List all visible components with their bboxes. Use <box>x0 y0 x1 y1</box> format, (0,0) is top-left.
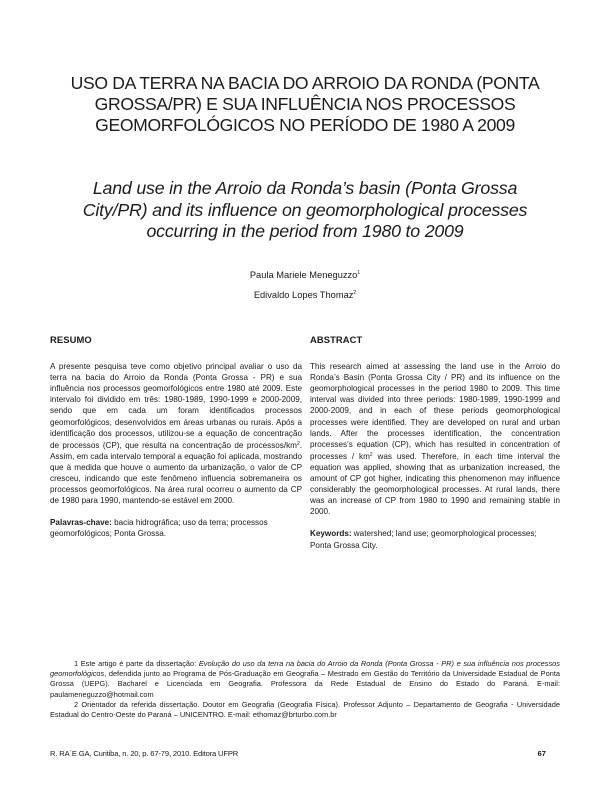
title-english-line: City/PR) and its influence on geomorphological processes <box>82 199 528 220</box>
keywords-label: Keywords: <box>310 529 352 539</box>
abstract-section <box>310 334 560 551</box>
abstract-heading: ABSTRACT <box>310 334 363 345</box>
footnote <box>50 659 560 700</box>
resumo-body <box>50 361 302 506</box>
keywords-label: Palavras-chave: <box>50 518 112 528</box>
title-english-line: Land use in the Arroio da Ronda’s basin (Ponta Grossa <box>92 178 518 198</box>
author-footnote-marker[interactable]: 2 <box>353 290 357 296</box>
title-english <box>40 178 570 243</box>
title-portuguese-line: GEOMORFOLÓGICOS NO PERÍODO DE 1980 A 2009 <box>95 115 515 135</box>
author <box>160 264 450 284</box>
keywords-text: watershed; land use; geomorphological processes; Ponta Grossa City. <box>310 529 537 550</box>
footnotes <box>50 659 560 720</box>
abstract-body <box>310 361 560 517</box>
author-list <box>160 264 450 304</box>
title-portuguese-line: USO DA TERRA NA BACIA DO ARROIO DA RONDA (PONTA <box>70 73 540 93</box>
resumo-keywords <box>50 517 302 539</box>
footnote-text: Orientador da referida dissertação. Doutor em Geografia (Geografia Física). Professor Adjunto – Departamento de Geografia - Universidade Estadual do Centro-Oeste do Paraná – UNICENTRO. E-mail: ethomaz@brturbo.com.br <box>50 699 560 720</box>
title-english-line: occurring in the period from 1980 to 2009 <box>146 221 464 241</box>
keywords-text: bacia hidrográfica; uso da terra; processos geomorfológicos; Ponta Grossa. <box>50 518 268 539</box>
title-portuguese-line: GROSSA/PR) E SUA INFLUÊNCIA NOS PROCESSOS <box>94 94 516 114</box>
journal-citation: R. RA´E GA, Curitiba, n. 20, p. 67-79, 2010. Editora UFPR <box>50 749 239 758</box>
footnote-text: , defendida junto ao Programa de Pós-Graduação em Geografia – Mestrado em Gestão do Território da Universidade Estadual de Ponta Grossa (UEPG). Bacharel e Licenciada em Geografia. Professora da Rede Estadual de Ensino do Estado do Paraná. E-mail: paulameneguzzo@hotmail.com <box>50 669 560 699</box>
resumo-section <box>50 334 302 540</box>
dissertation-title: Evolução do uso da terra na bacia do Arroio da Ronda (Ponta Grossa - PR) e sua influência nos processos geomorfológicos <box>50 659 560 679</box>
author-name: Paula Mariele Meneguzzo <box>249 270 358 280</box>
footnote-number: 2 <box>74 699 79 709</box>
footnote-number: 1 <box>74 659 79 668</box>
resumo-heading: RESUMO <box>50 334 92 345</box>
resumo-text: . Assim, em cada intervalo temporal a equação foi aplicada, mostrando que à medida que houve o aumento da urbanização, o valor de CP cresceu, indicando que este fenômeno influencia sobremaneira os processos geomorfológicos. Na área rural ocorreu o aumento da CP de 1980 para 1990, mantendo-se estável em 2000. <box>50 440 302 506</box>
author-footnote-marker[interactable]: 1 <box>357 270 361 276</box>
abstract-keywords <box>310 528 560 550</box>
footnote-text: Este artigo é parte da dissertação: <box>78 659 199 668</box>
title-portuguese <box>40 73 570 136</box>
superscript: 2 <box>296 440 300 447</box>
page-number: 67 <box>537 749 546 758</box>
superscript: 2 <box>369 451 373 458</box>
abstract-text: This research aimed at assessing the land use in the Arroio do Ronda’s Basin (Ponta Grossa City / PR) and its influence on the geomorphological processes in the period 1980 to 2009. This time interval was divided into three periods: 1980-1989, 1990-1999 and 2000-2009, and in each of these periods geomorphological processes were identified. They are developed on rural and urban lands. After the processes identification, the concentration processes’s equation (CP), which has resulted in concentration of processes / km <box>310 362 560 461</box>
footnote <box>50 700 560 720</box>
author <box>160 284 450 304</box>
resumo-text: A presente pesquisa teve como objetivo principal avaliar o uso da terra na bacia do Arroio da Ronda (Ponta Grossa - PR) e sua influência nos processos geomorfológicos entre 1980 até 2009. Este intervalo foi dividido em três: 1980-1989, 1990-1999 e 2000-2009, sendo que em cada um foram identificados processos geomorfológicos, desenvolvidos em áreas urbanas ou rurais. Após a identificação dos processos, utilizou-se a equação de concentração de processos (CP), que resulta na concentração de processos/km <box>50 362 302 450</box>
author-name: Edivaldo Lopes Thomaz <box>253 290 354 300</box>
abstract-text: was used. Therefore, in each time interval the equation was applied, showing that as urbanization increased, the amount of CP got higher, indicating this phenomenon may influence considerably the geomorphological processes. At rural lands, there was an increase of CP from 1980 to 1990 and remaining stable in 2000. <box>310 451 561 517</box>
